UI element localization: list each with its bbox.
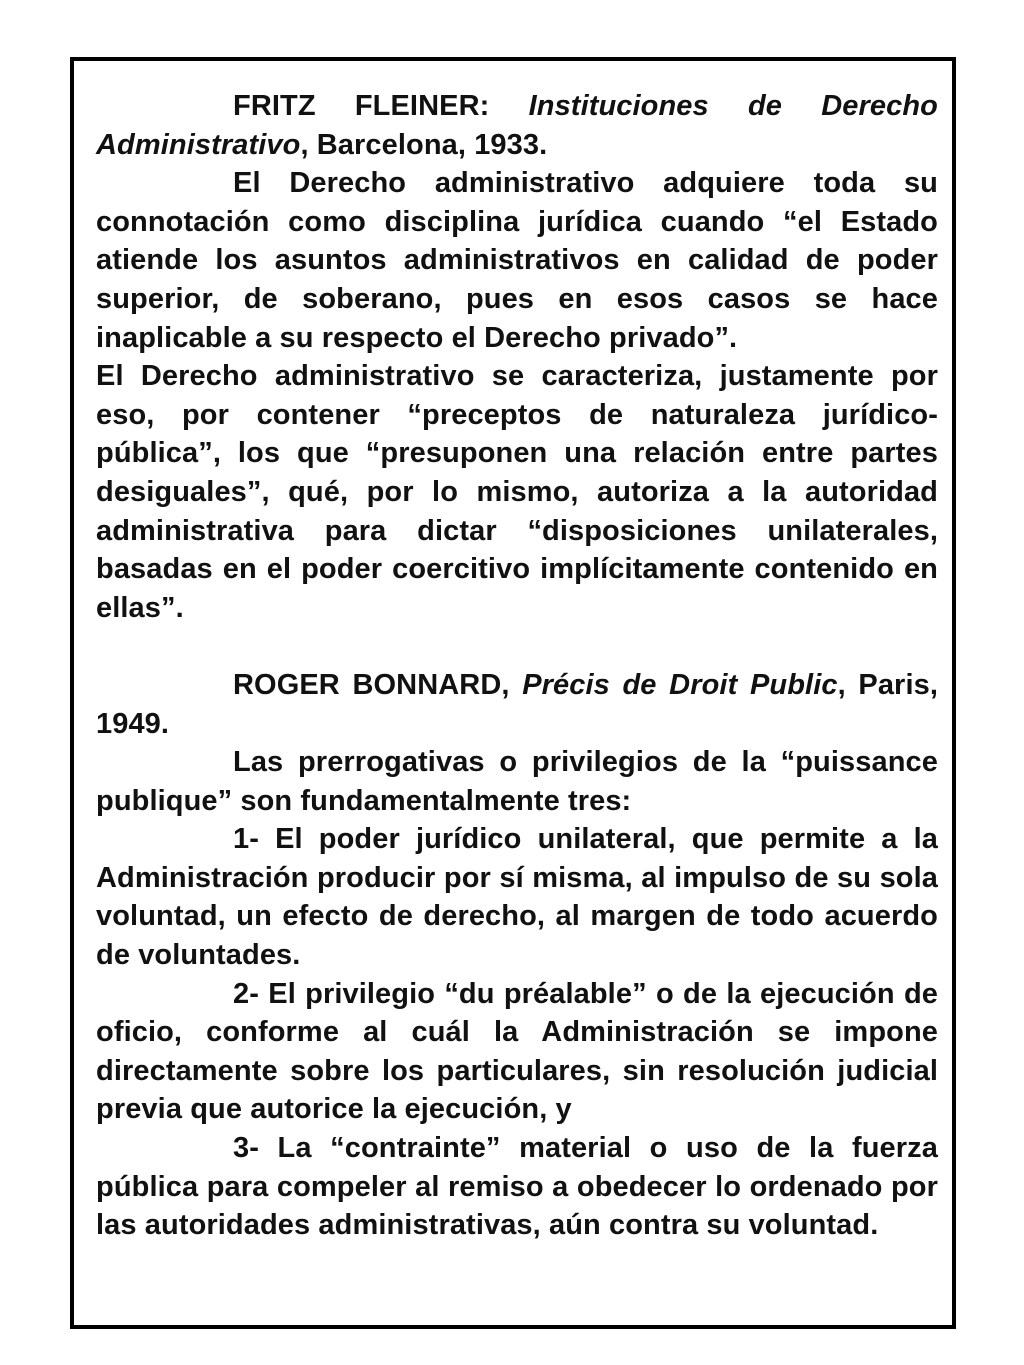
section-gap xyxy=(96,627,938,666)
document-body xyxy=(96,87,938,1245)
paragraph: El Derecho administrativo se caracteriza, justamente por eso, por contener “preceptos de naturaleza jurídico-pública”, los que “presuponen una relación entre partes desiguales”, qué, por lo mismo, autoriza a la autoridad administrativa para dictar “disposiciones unilaterales, basadas en el poder coercitivo implícitamente contenido en ellas”. xyxy=(96,360,938,624)
citation-fleiner xyxy=(96,87,938,164)
list-item: 1- El poder jurídico unilateral, que permite a la Administración producir por sí misma, al impulso de su sola voluntad, un efecto de derecho, al margen de todo acuerdo de voluntades. xyxy=(96,823,938,972)
citation-place-year: , Barcelona, 1933. xyxy=(300,128,548,161)
citation-title: Précis de Droit Public xyxy=(522,668,838,701)
citation-place-year: , Paris, 1949. xyxy=(96,668,938,740)
citation-title: Instituciones de Derecho Administrativo xyxy=(96,90,938,161)
list-item: 2- El privilegio “du préalable” o de la ejecución de oficio, conforme al cuál la Administración se impone directamente sobre los particulares, sin resolución judicial previa que autorice la ejecución, y xyxy=(96,977,938,1126)
paragraph: El Derecho administrativo adquiere toda su connotación como disciplina jurídica cuando “el Estado atiende los asuntos administrativos en calidad de poder superior, de soberano, pues en esos casos se hace inaplicable a su respecto el Derecho privado”. xyxy=(96,167,938,354)
citation-bonnard xyxy=(96,666,938,743)
list-item: 3- La “contrainte” material o uso de la fuerza pública para compeler al remiso a obedecer lo ordenado por las autoridades administrativas, aún contra su voluntad. xyxy=(96,1132,938,1242)
citation-author: FRITZ FLEINER: xyxy=(233,90,529,122)
citation-author: ROGER BONNARD, xyxy=(233,668,523,701)
paragraph: Las prerrogativas o privilegios de la “puissance publique” son fundamentalmente tres: xyxy=(96,746,938,817)
